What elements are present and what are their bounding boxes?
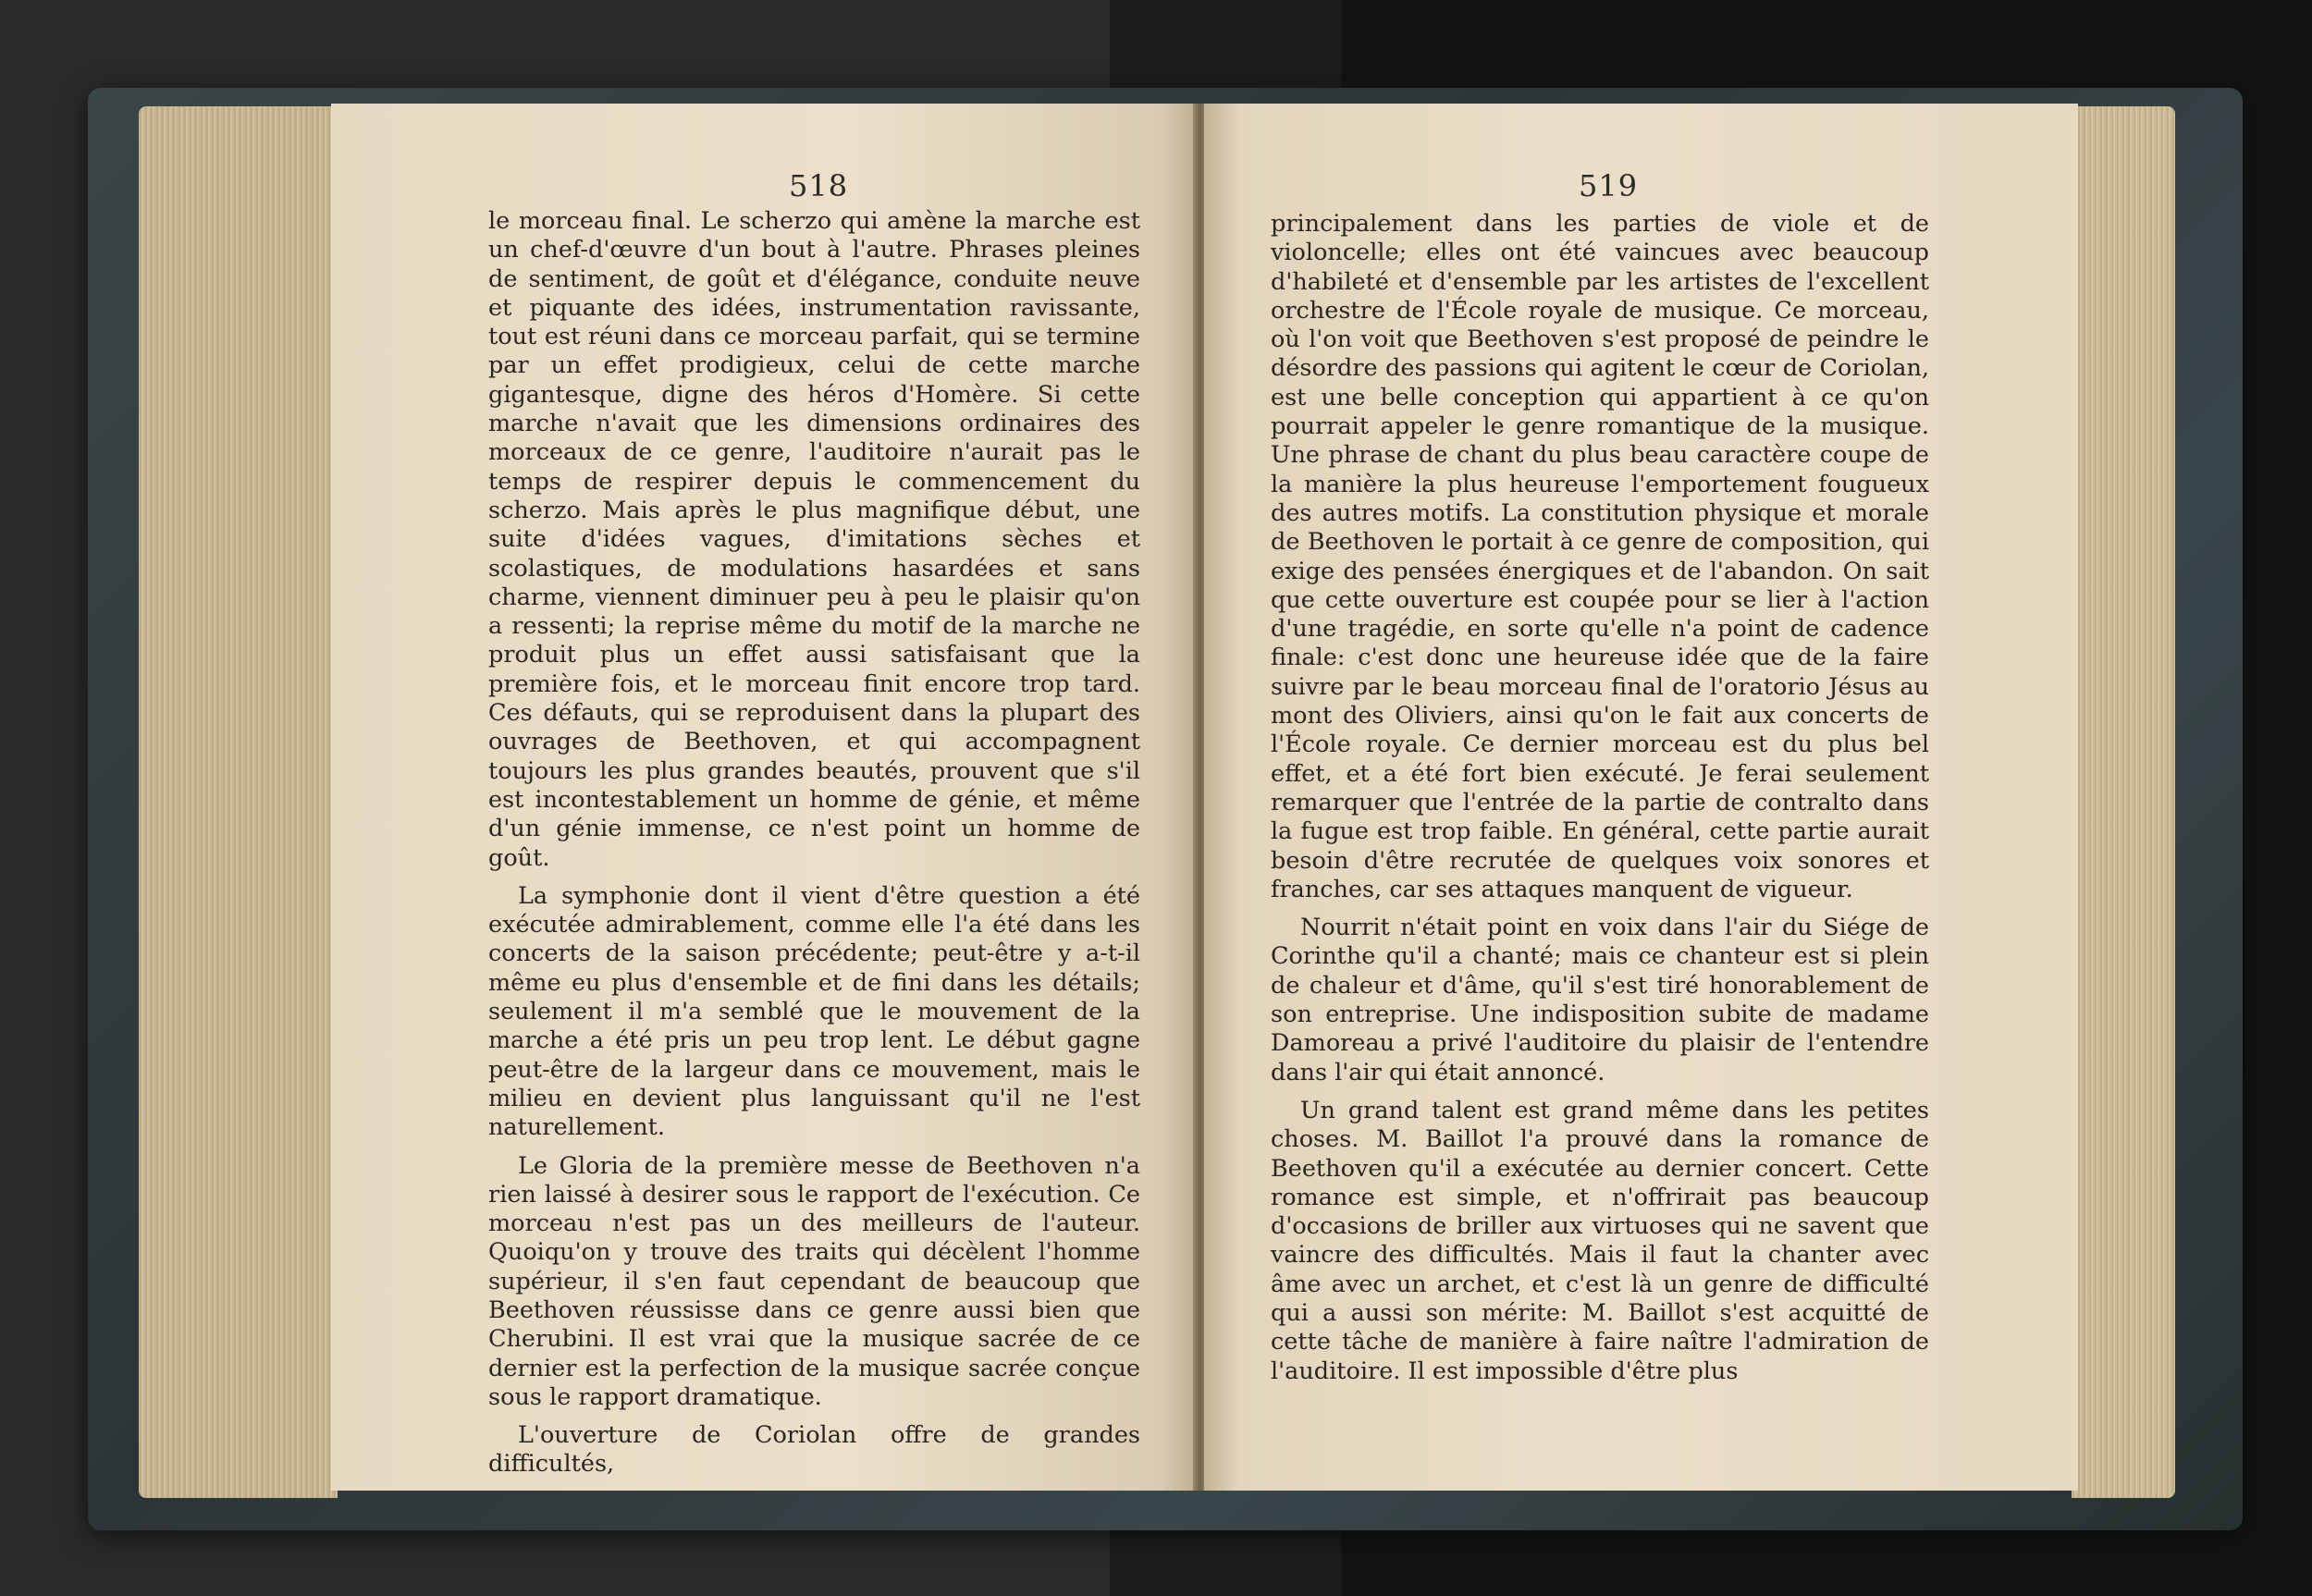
paragraph: Le Gloria de la première messe de Beethoven n'a rien laissé à desirer sous le rapport de l'exécution. Ce morceau n'est pas un des meilleurs de l'auteur. Quoiqu'on y trouve des traits qui décèlent l'homme supérieur, il s'en faut cependant de beaucoup que Beethoven réussisse dans ce genre aussi bien que Cherubini. Il est vrai que la musique sacrée de ce dernier est la perfection de la musique sacrée conçue sous le rapport dramatique. <box>488 1151 1140 1411</box>
paragraph: principalement dans les parties de viole et de violoncelle; elles ont été vaincues avec beaucoup d'habileté et d'ensemble par les artistes de l'excellent orchestre de l'École royale de musique. Ce morceau, où l'on voit que Beethoven s'est proposé de peindre le désordre des passions qui agitent le cœur de Coriolan, est une belle conception qui appartient à ce qu'on pourrait appeler le genre romantique de la musique. Une phrase de chant du plus beau caractère coupe de la manière la plus heureuse l'emportement fougueux des autres motifs. La constitution physique et morale de Beethoven le portait à ce genre de composition, qui exige des pensées énergiques et de l'abandon. On sait que cette ouverture est coupée pour se lier à l'action d'une tragédie, en sorte qu'elle n'a point de cadence finale: c'est donc une heureuse idée que de la faire suivre par le beau morceau final de l'oratorio Jésus au mont des Oliviers, ainsi qu'on le fait aux concerts de l'École royale. Ce dernier morceau est du plus bel effet, et a été fort bien exécuté. Je ferai seulement remarquer que l'entrée de la partie de contralto dans la fugue est trop faible. En général, cette partie aurait besoin d'être recrutée de quelques voix sonores et franches, car ses attaques manquent de vigueur. <box>1271 210 1929 903</box>
right-page <box>1204 104 2078 1491</box>
paragraph: Nourrit n'était point en voix dans l'air du Siége de Corinthe qu'il a chanté; mais ce chanteur est si plein de chaleur et d'âme, qu'il s'est tiré honorablement de son entreprise. Une indisposition subite de madame Damoreau a privé l'auditoire du plaisir de l'entendre dans l'air qui était annoncé. <box>1271 914 1929 1087</box>
page-number-left: 518 <box>789 168 849 203</box>
paragraph: le morceau final. Le scherzo qui amène la marche est un chef-d'œuvre d'un bout à l'autre. Phrases pleines de sentiment, de goût et d'élégance, conduite neuve et piquante des idées, instrumentation ravissante, tout est réuni dans ce morceau parfait, qui se termine par un effet prodigieux, celui de cette marche gigantesque, digne des héros d'Homère. Si cette marche n'avait que les dimensions ordinaires des morceaux de ce genre, l'auditoire n'aurait pas le temps de respirer depuis le commencement du scherzo. Mais après le plus magnifique début, une suite d'idées vagues, d'imitations sèches et scolastiques, de modulations hasardées et sans charme, viennent diminuer peu à peu le plaisir qu'on a ressenti; la reprise même du motif de la marche ne produit plus un effet aussi satisfaisant que la première fois, et le morceau finit encore trop tard. Ces défauts, qui se reproduisent dans la plupart des ouvrages de Beethoven, et qui accompagnent toujours les plus grandes beautés, prouvent que s'il est incontestablement un homme de génie, et même d'un génie immense, ce n'est point un homme de goût. <box>488 207 1140 872</box>
paragraph: L'ouverture de Coriolan offre de grandes difficultés, <box>488 1421 1140 1479</box>
paragraph: Un grand talent est grand même dans les petites choses. M. Baillot l'a prouvé dans la romance de Beethoven qu'il a exécutée au dernier concert. Cette romance est simple, et n'offrirait pas beaucoup d'occasions de briller aux virtuoses qui ne savent que vaincre des difficultés. Mais il faut la chanter avec âme avec un archet, et c'est là un genre de difficulté qui a aussi son mérite: M. Baillot s'est acquitté de cette tâche de manière à faire naître l'admiration de l'auditoire. Il est impossible d'être plus <box>1271 1096 1929 1385</box>
paragraph: La symphonie dont il vient d'être question a été exécutée admirablement, comme elle l'a été dans les concerts de la saison précédente; peut-être y a-t-il même eu plus d'ensemble et de fini dans les détails; seulement il m'a semblé que le mouvement de la marche a été pris un peu trop lent. Le début gagne peut-être de la largeur dans ce mouvement, mais le milieu en devient plus languissant qu'il ne l'est naturellement. <box>488 881 1140 1142</box>
left-page-text <box>488 207 1140 1479</box>
left-page <box>331 104 1196 1491</box>
page-number-right: 519 <box>1579 168 1639 203</box>
page-edges-left <box>139 106 338 1498</box>
page-edges-right <box>2072 106 2175 1498</box>
right-page-text <box>1271 210 1929 1386</box>
